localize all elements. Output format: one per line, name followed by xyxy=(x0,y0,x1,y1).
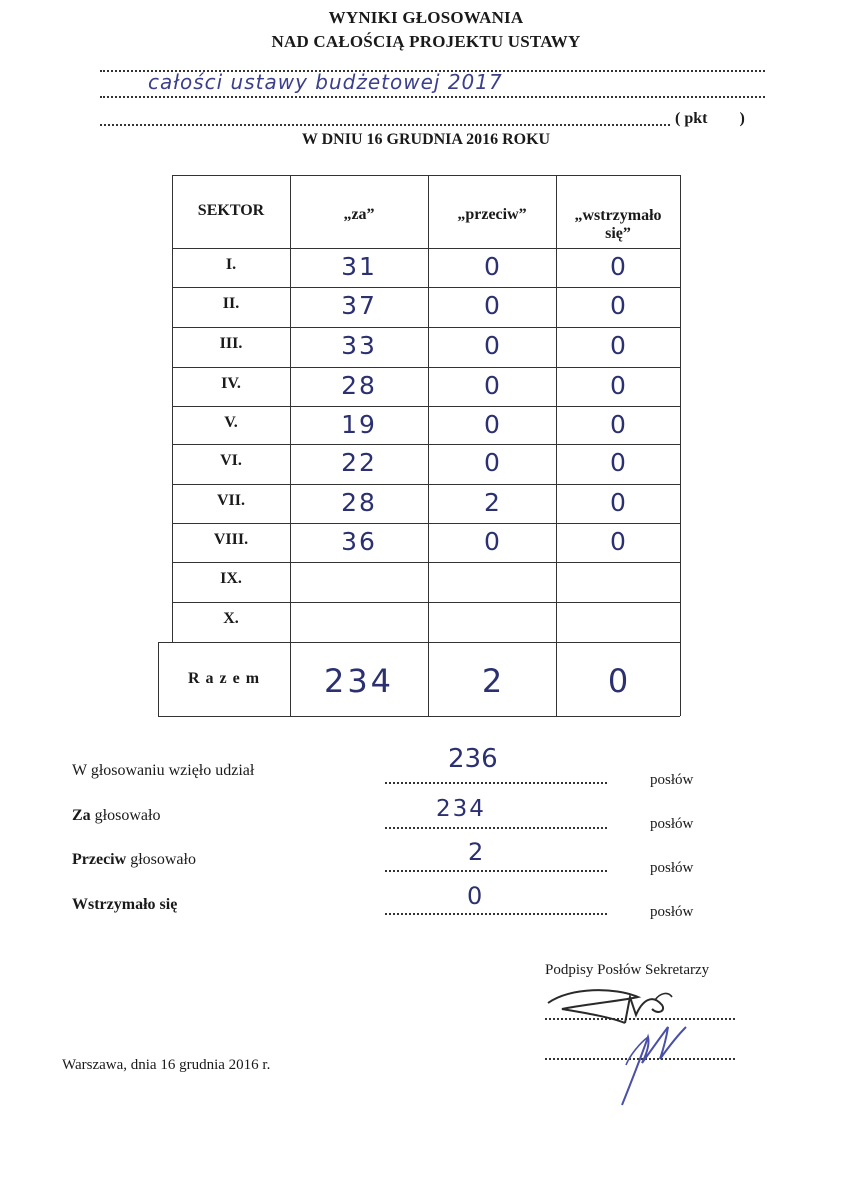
table-cell-wstrzymalo: 0 xyxy=(610,291,626,320)
summary-dotline-wstrzymalo xyxy=(385,913,607,915)
table-header-sektor: SEKTOR xyxy=(197,202,265,219)
table-cell-przeciw: 0 xyxy=(484,252,500,281)
handwritten-subject: całości ustawy budżetowej 2017 xyxy=(148,70,503,94)
table-total-za: 234 xyxy=(323,662,395,700)
summary-value-przeciw: 2 xyxy=(468,838,484,866)
summary-label-przeciw-bold: Przeciw xyxy=(72,851,127,868)
summary-label-za-bold: Za xyxy=(72,807,91,824)
table-row-sector: I. xyxy=(225,256,237,273)
pkt-label: ( pkt ) xyxy=(675,110,745,127)
summary-label-za xyxy=(72,807,160,825)
summary-label-wstrzymalo xyxy=(72,896,177,914)
table-cell-za: 28 xyxy=(341,371,377,400)
signature-graphics xyxy=(530,975,760,1115)
table-cell-wstrzymalo: 0 xyxy=(610,527,626,556)
table-cell-za: 28 xyxy=(341,488,377,517)
table-header-przeciw: „przeciw” xyxy=(457,206,527,223)
table-cell-wstrzymalo: 0 xyxy=(610,252,626,281)
table-cell-przeciw: 0 xyxy=(484,291,500,320)
table-cell-przeciw: 0 xyxy=(484,448,500,477)
table-header-wstrzymalo-2: się” xyxy=(605,225,631,242)
table-cell-przeciw: 0 xyxy=(484,527,500,556)
table-cell-wstrzymalo: 0 xyxy=(610,331,626,360)
date-line: W DNIU 16 GRUDNIA 2016 ROKU xyxy=(301,131,551,148)
summary-label-za-rest: głosowało xyxy=(90,807,161,824)
table-row-sector: III. xyxy=(219,335,243,352)
table-total-label: R a z e m xyxy=(187,670,261,687)
table-row-sector: II. xyxy=(222,295,240,312)
table-row-sector: VIII. xyxy=(213,531,249,548)
summary-unit-wstrzymalo: posłów xyxy=(650,904,694,920)
summary-label-udzial: W głosowaniu wzięło udział xyxy=(72,762,255,779)
table-cell-przeciw: 2 xyxy=(484,488,500,517)
summary-label-przeciw xyxy=(72,851,196,869)
summary-value-udzial: 236 xyxy=(448,744,498,774)
table-row-sector: V. xyxy=(224,414,238,431)
table-header-za: „za” xyxy=(343,206,375,223)
table-cell-za: 36 xyxy=(341,527,377,556)
table-cell-przeciw: 0 xyxy=(484,331,500,360)
summary-dotline-za xyxy=(385,827,607,829)
table-row-sector: IX. xyxy=(220,570,242,587)
table-cell-za: 22 xyxy=(341,448,377,477)
summary-value-wstrzymalo: 0 xyxy=(467,882,483,910)
signatures-label: Podpisy Posłów Sekretarzy xyxy=(545,962,710,978)
summary-dotline-udzial xyxy=(385,782,607,784)
title-line-2: NAD CAŁOŚCIĄ PROJEKTU USTAWY xyxy=(271,32,581,51)
summary-label-przeciw-rest: głosowało xyxy=(126,851,196,868)
table-cell-wstrzymalo: 0 xyxy=(610,410,626,439)
summary-value-za: 234 xyxy=(436,796,486,822)
table-cell-za: 31 xyxy=(341,252,377,281)
table-cell-za: 19 xyxy=(341,410,377,439)
title-line-1: WYNIKI GŁOSOWANIA xyxy=(328,8,524,27)
table-row-sector: X. xyxy=(223,610,239,627)
summary-dotline-przeciw xyxy=(385,870,607,872)
place-date: Warszawa, dnia 16 grudnia 2016 r. xyxy=(62,1057,271,1073)
summary-unit-za: posłów xyxy=(650,816,694,832)
table-row-sector: VI. xyxy=(220,452,242,469)
table-cell-przeciw: 0 xyxy=(484,371,500,400)
table-cell-wstrzymalo: 0 xyxy=(610,488,626,517)
table-header-wstrzymalo-1: „wstrzymało xyxy=(574,207,662,224)
summary-unit-udzial: posłów xyxy=(650,772,694,788)
table-row-sector: IV. xyxy=(221,375,241,392)
table-cell-wstrzymalo: 0 xyxy=(610,371,626,400)
table-total-przeciw: 2 xyxy=(481,662,503,700)
table-cell-przeciw: 0 xyxy=(484,410,500,439)
table-total-wstrzymalo: 0 xyxy=(607,662,629,700)
summary-unit-przeciw: posłów xyxy=(650,860,694,876)
table-cell-za: 33 xyxy=(341,331,377,360)
summary-label-wstrzymalo-bold: Wstrzymało się xyxy=(72,896,178,913)
table-row-sector: VII. xyxy=(216,492,245,509)
table-cell-za: 37 xyxy=(341,291,377,320)
table-cell-wstrzymalo: 0 xyxy=(610,448,626,477)
